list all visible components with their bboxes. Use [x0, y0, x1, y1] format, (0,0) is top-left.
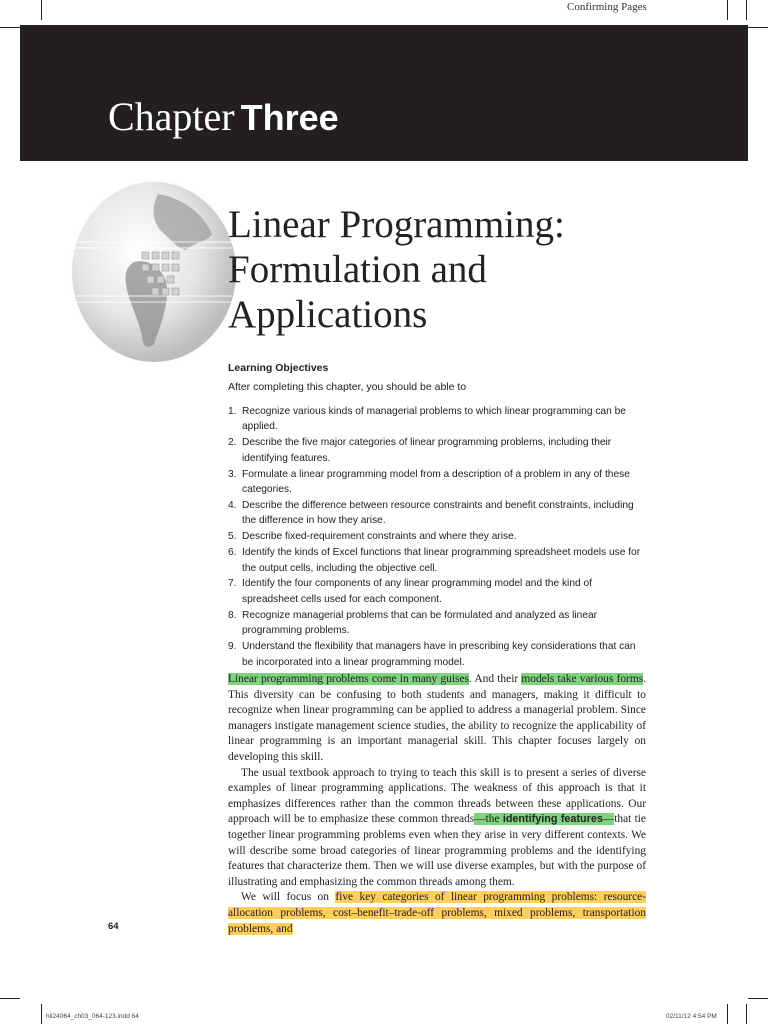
- globe-image: [62, 172, 242, 372]
- learning-objectives-intro: After completing this chapter, you should be able to: [228, 381, 467, 393]
- chapter-word: Chapter: [108, 94, 235, 139]
- title-line: Linear Programming:: [228, 203, 565, 246]
- objective-item: [228, 608, 648, 639]
- crop-mark: [0, 998, 20, 999]
- objective-item: [228, 404, 648, 435]
- objective-text: Identify the kinds of Excel functions that linear programming spreadsheet models use for the output cells, including the objective cell.: [242, 547, 641, 574]
- crop-mark: [41, 1004, 42, 1024]
- crop-mark: [727, 1004, 728, 1024]
- objective-number: 4.: [228, 499, 237, 511]
- objective-number: 7.: [228, 578, 237, 590]
- highlight-yellow: five key categories of linear programming problems: resource-allocation problems, cost–benefit–trade-off problems, mixed problems, transportation problems, and: [228, 891, 646, 935]
- footer-file-slug: hil24064_ch03_064-123.indd 64: [46, 1013, 139, 1020]
- paragraph: [228, 766, 646, 891]
- paragraph: [228, 672, 646, 766]
- objective-item: [228, 467, 648, 498]
- objective-text: Recognize various kinds of managerial problems to which linear programming can be applied.: [242, 406, 626, 433]
- objective-text: Understand the flexibility that managers have in prescribing key considerations that can be incorporated into a linear programming model.: [242, 641, 636, 668]
- chapter-heading: [108, 94, 339, 139]
- objective-text: Describe fixed-requirement constraints and where they arise.: [242, 531, 517, 543]
- crop-mark: [746, 0, 747, 20]
- paragraph: [228, 890, 646, 937]
- objective-number: 6.: [228, 547, 237, 559]
- crop-mark: [41, 0, 42, 20]
- crop-mark: [746, 1004, 747, 1024]
- objective-number: 2.: [228, 437, 237, 449]
- highlight-green: —the: [474, 813, 503, 826]
- objective-item: [228, 435, 648, 466]
- objectives-list: [228, 404, 648, 670]
- objective-item: [228, 529, 648, 544]
- footer-date: 02/11/12 4:54 PM: [666, 1013, 717, 1020]
- chapter-number: Three: [240, 97, 339, 138]
- highlight-green: models take various forms: [521, 673, 644, 685]
- highlight-green: —: [602, 813, 615, 826]
- objective-text: Formulate a linear programming model from a description of a problem in any of these categories.: [242, 468, 630, 496]
- objective-item: [228, 498, 648, 529]
- text-run: that tie together linear programming problems even when they arise in very different contexts. We will describe some broad categories of linear programming problems and the identifying features that characterize them. Then we will use diverse examples, but with the purpose of illustrating and emphasizing the common threads among them.: [228, 813, 646, 888]
- objective-text: Describe the five major categories of linear programming problems, including their identifying features.: [242, 437, 612, 464]
- objective-number: 1.: [228, 406, 237, 417]
- text-run: . This diversity can be confusing to both students and managers, making it difficult to recognize when linear programming can be applied to address a managerial problem. Since managers instigate management science studies, the ability to recognize the applicability of linear programming is an important managerial skill. This chapter focuses largely on developing this skill.: [228, 673, 646, 763]
- confirming-pages-label: Confirming Pages: [567, 1, 647, 13]
- chapter-banner: [20, 25, 748, 161]
- crop-mark: [748, 998, 768, 999]
- objective-item: [228, 545, 648, 576]
- crop-mark: [727, 0, 728, 20]
- objective-text: Recognize managerial problems that can be formulated and analyzed as linear programming problems.: [242, 609, 598, 637]
- text-run: We will focus on: [241, 891, 336, 904]
- title-line: Applications: [228, 293, 428, 336]
- highlight-green: Linear programming problems come in many guises: [228, 673, 469, 685]
- identifying-features-term: identifying features: [502, 813, 603, 826]
- crop-mark: [0, 27, 20, 28]
- objective-text: Describe the difference between resource constraints and benefit constraints, including the difference in how they arise.: [242, 499, 634, 527]
- objective-number: 8.: [228, 609, 237, 621]
- objective-text: Identify the four components of any linear programming model and the kind of spreadsheet cells used for each component.: [242, 578, 592, 605]
- page-number: 64: [108, 921, 119, 932]
- objective-item: [228, 576, 648, 607]
- learning-objectives-heading: Learning Objectives: [228, 362, 329, 374]
- title-line: Formulation and: [228, 248, 487, 291]
- objective-number: 3.: [228, 468, 237, 480]
- text-run: . And their: [468, 673, 522, 685]
- objective-item: [228, 639, 648, 670]
- text-run: The usual textbook approach to trying to teach this skill is to present a series of diverse examples of linear programming applications. The weakness of this approach is that it emphasizes differences rather than the common threads between these applications. Our approach will be to emphasize these common threads: [228, 766, 646, 826]
- objective-number: 5.: [228, 531, 237, 543]
- objective-number: 9.: [228, 641, 237, 653]
- chapter-title: [228, 202, 688, 337]
- crop-mark: [748, 27, 768, 28]
- body-text: [228, 672, 646, 937]
